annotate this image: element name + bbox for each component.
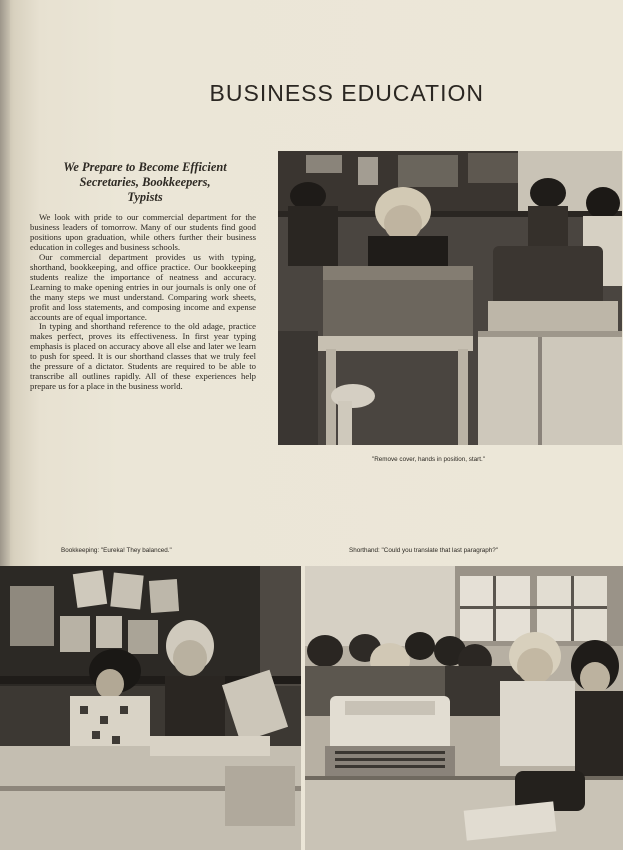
subtitle-line-2: Secretaries, Bookkeepers, xyxy=(79,175,211,189)
page-title: BUSINESS EDUCATION xyxy=(209,80,484,106)
typing-class-photo xyxy=(278,151,622,445)
subtitle-line-1: We Prepare to Become Efficient xyxy=(63,160,227,174)
shorthand-photo-caption: Shorthand: "Could you translate that last paragraph?" xyxy=(349,547,499,554)
article-body xyxy=(30,213,256,392)
bookkeeping-class-photo xyxy=(0,566,301,850)
subtitle-line-3: Typists xyxy=(127,190,163,204)
paragraph-3: In typing and shorthand reference to the old adage, practice makes perfect, proves its effectiveness. In first year typing emphasis is placed on accuracy above all else and later we learn to push for speed. It is our shorthand classes that we truly feel the pressure of a dictator. Students are required to be able to transcribe all outlines rapidly. All of these experiences help prepare us for a place in the business world. xyxy=(30,321,256,392)
paragraph-1: We look with pride to our commercial department for the business leaders of tomorrow. Many of our students find good positions upon graduation, while others further their business education in colleges and business schools. xyxy=(30,212,256,252)
typing-photo-caption: "Remove cover, hands in position, start." xyxy=(372,456,485,463)
shorthand-class-photo xyxy=(305,566,623,850)
paragraph-2: Our commercial department provides us with typing, shorthand, bookkeeping, and office practice. Our bookkeeping students realize the importance of neatness and accuracy. Learning to make opening entries in our journals is only one of the many steps we must understand. Comparing work sheets, profit and loss statements, and composing income and expense accounts are of equal importance. xyxy=(30,251,256,322)
bookkeeping-photo-caption: Bookkeeping: "Eureka! They balanced." xyxy=(61,547,172,554)
section-subtitle xyxy=(34,160,256,205)
